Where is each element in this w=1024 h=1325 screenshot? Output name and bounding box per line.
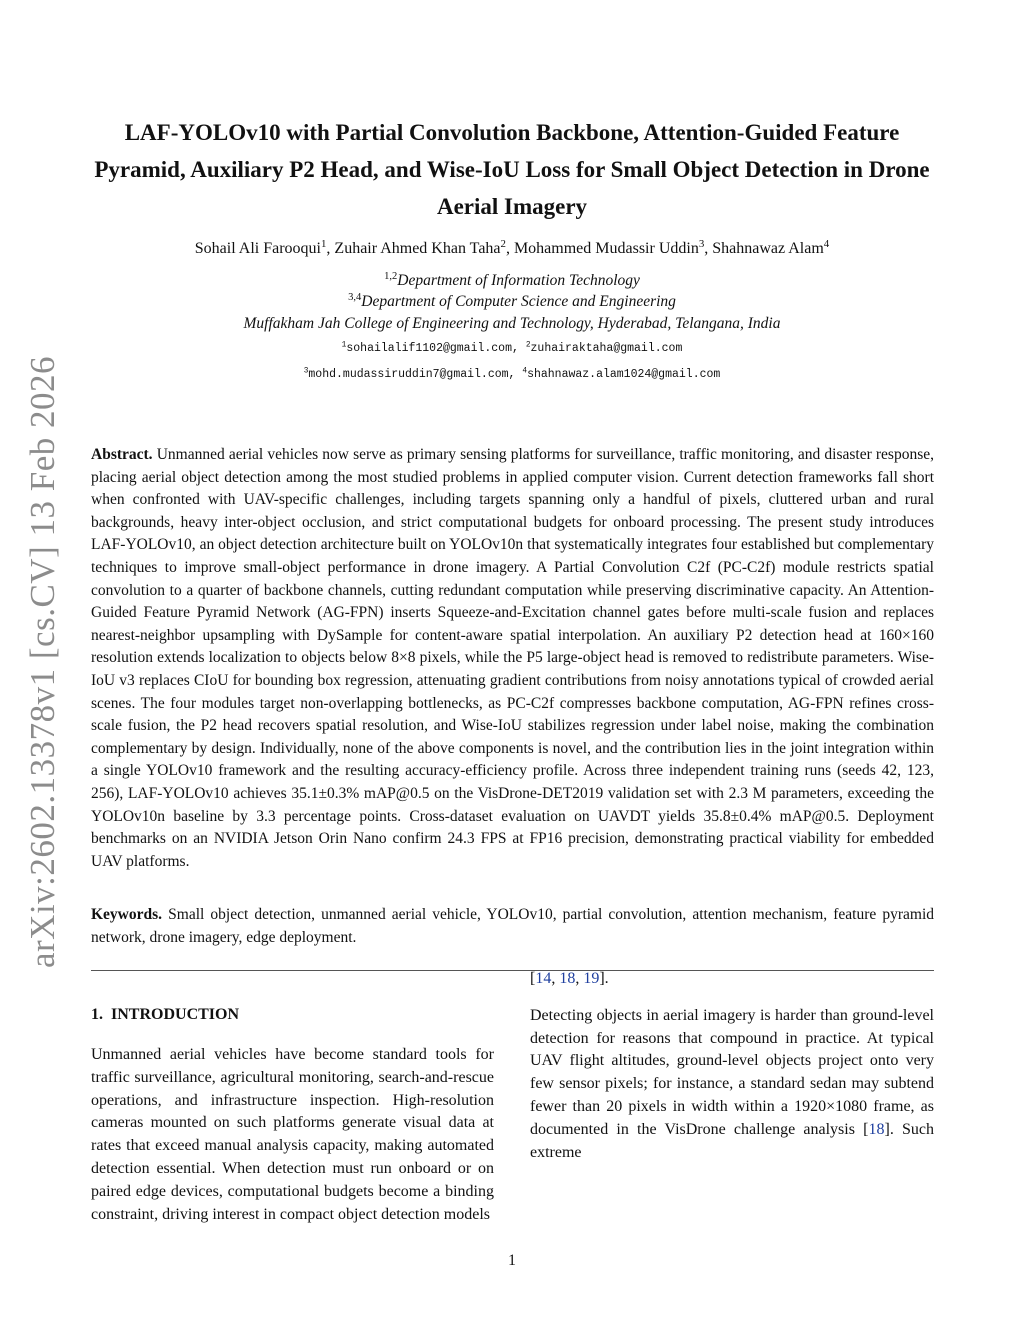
- abstract-text: Unmanned aerial vehicles now serve as primary sensing platforms for surveillance, traffic monitoring, and disaster response, placing aerial object detection among the most studied problems in applied computer vision. Current detection frameworks fall short when confronted with UAV-specific challenges, including targets spanning only a handful of pixels, cluttered urban and rural backgrounds, heavy inter-object occlusion, and strict computational budgets for onboard processing. The present study introduces LAF-YOLOv10, an object detection architecture built on YOLOv10n that systematically integrates four established but complementary techniques to improve small-object performance in drone imagery. A Partial Convolution C2f (PC-C2f) module restricts spatial convolution to a quarter of backbone channels, cutting redundant computation while preserving discriminative capacity. An Attention-Guided Feature Pyramid Network (AG-FPN) inserts Squeeze-and-Excitation channel gates before multi-scale fusion and replaces nearest-neighbor upsampling with DySample for content-aware spatial interpolation. An auxiliary P2 detection head at 160×160 resolution extends localization to objects below 8×8 pixels, while the P5 large-object head is removed to redistribute parameters. Wise-IoU v3 replaces CIoU for bounding box regression, attenuating gradient contributions from noisy annotations typical of crowded aerial scenes. The four modules target non-overlapping bottlenecks, as PC-C2f compresses backbone computation, AG-FPN refines cross-scale fusion, the P2 head recovers spatial resolution, and Wise-IoU stabilizes regression under label noise, making the combination complementary by design. Individually, none of the above components is novel, and the contribution lies in the joint integration within a single YOLOv10 framework and the resulting accuracy-efficiency profile. Across three independent training runs (seeds 42, 123, 256), LAF-YOLOv10 achieves 35.1±0.3% mAP@0.5 on the VisDrone-DET2019 validation set with 2.3 M parameters, exceeding the YOLOv10n baseline by 3.3 percentage points. Cross-dataset evaluation on UAVDT yields 35.8±0.4% mAP@0.5. Deployment benchmarks on an NVIDIA Jetson Orin Nano confirm 24.3 FPS at FP16 precision, demonstrating practical viability for embedded UAV platforms.: [91, 446, 934, 870]
- email-line-1: $^1$sohailalif1102@gmail.com, $^2$zuhairaktaha@gmail.com: [341, 340, 683, 355]
- intro-paragraph-2: Detecting objects in aerial imagery is harder than ground-level detection for reasons that compound in practice. At typical UAV flight altitudes, ground-level objects project onto very few sensor pixels; for instance, a standard sedan may subtend fewer than 20 pixels in width within a 1920×1080 frame, as documented in the VisDrone challenge analysis [18]. Such extreme: [530, 1006, 935, 1161]
- affiliation-college: [92, 315, 932, 333]
- intro-text-tail: Such extreme: [530, 1120, 935, 1161]
- email-address[interactable]: mohd.mudassiruddin7@gmail.com: [308, 368, 509, 381]
- section-title: INTRODUCTION: [111, 1006, 240, 1023]
- section-heading: [91, 1004, 494, 1026]
- author-name: Mohammed Mudassir Uddin: [513, 240, 699, 257]
- keywords-label: Keywords.: [91, 906, 163, 923]
- left-column: [91, 1004, 494, 1240]
- email-mark: 3: [303, 366, 309, 376]
- citation-link[interactable]: 14: [535, 970, 552, 987]
- affiliation-cse: [92, 293, 932, 311]
- arxiv-identifier: arXiv:2602.13378v1 [cs.CV] 13 Feb 2026: [23, 355, 62, 969]
- intro-paragraph-1: [91, 1044, 494, 1226]
- author-name: Sohail Ali Farooqui: [194, 240, 321, 257]
- affiliation-text: Department of Computer Science and Engineering: [361, 293, 676, 310]
- page-number: 1: [508, 1252, 516, 1269]
- intro-text: Unmanned aerial vehicles have become standard tools for traffic surveillance, agricultural monitoring, search-and-rescue operations, and infrastructure inspection. High-resolution cameras mounted on such platforms generate visual data at rates that exceed manual analysis capacity, making automated detection essential. When detection must run onboard or on paired edge devices, computational budgets become a binding constraint, driving interest in compact object detection models: [91, 1046, 494, 1223]
- email-address[interactable]: zuhairaktaha@gmail.com: [530, 342, 683, 355]
- author-affiliation-mark: 2: [500, 238, 506, 251]
- right-column: [530, 970, 935, 1178]
- keywords: [91, 904, 934, 949]
- paper-title: LAF-YOLOv10 with Partial Convolution Backbone, Attention-Guided Feature Pyramid, Auxiliary P2 Head, and Wise-IoU Loss for Small Object Detection in Drone Aerial Imagery: [94, 120, 930, 219]
- citation-link[interactable]: 19: [583, 970, 600, 987]
- affiliation-mark: 1,2: [384, 271, 398, 283]
- affiliation-text: Department of Information Technology: [397, 272, 640, 289]
- affiliation-it: [92, 272, 932, 290]
- author-affiliation-mark: 1: [320, 238, 327, 251]
- affiliation-text: Muffakham Jah College of Engineering and Technology, Hyderabad, Telangana, India: [243, 315, 781, 332]
- author-affiliation-mark: 4: [823, 238, 830, 251]
- citation-link[interactable]: 18: [559, 970, 576, 987]
- abstract: [91, 444, 934, 873]
- abstract-label: Abstract.: [91, 446, 153, 463]
- intro-text: Detecting objects in aerial imagery is harder than ground-level detection for reasons that compound in practice. At typical UAV flight altitudes, ground-level objects project onto very few sensor pixels; for instance, a standard sedan may subtend fewer than 20 pixels in width within a 1920×1080 frame, as documented in the VisDrone challenge analysis: [530, 1006, 934, 1138]
- affiliation-mark: 3,4: [348, 292, 362, 304]
- intro-paragraph-1-end: [14, 18, 19].: [530, 970, 609, 987]
- keywords-text: Small object detection, unmanned aerial vehicle, YOLOv10, partial convolution, attention mechanism, feature pyramid network, drone imagery, edge deployment.: [91, 906, 934, 946]
- email-mark: 4: [522, 366, 528, 376]
- email-address[interactable]: sohailalif1102@gmail.com: [346, 342, 512, 355]
- citation-link[interactable]: 18: [868, 1120, 885, 1138]
- author-name: Shahnawaz Alam: [712, 240, 824, 257]
- email-mark: 1: [341, 340, 347, 350]
- section-number: 1.: [91, 1006, 103, 1023]
- author-list: Sohail Ali Farooqui$^1$, Zuhair Ahmed Khan Taha$^2$, Mohammed Mudassir Uddin$^3$, Shahnawaz Alam$^4$: [194, 238, 830, 257]
- email-address[interactable]: shahnawaz.alam1024@gmail.com: [527, 368, 721, 381]
- email-line-2: $^3$mohd.mudassiruddin7@gmail.com, $^4$shahnawaz.alam1024@gmail.com: [303, 366, 721, 381]
- author-name: Zuhair Ahmed Khan Taha: [334, 240, 501, 257]
- email-mark: 2: [525, 340, 531, 350]
- author-affiliation-mark: 3: [698, 238, 705, 251]
